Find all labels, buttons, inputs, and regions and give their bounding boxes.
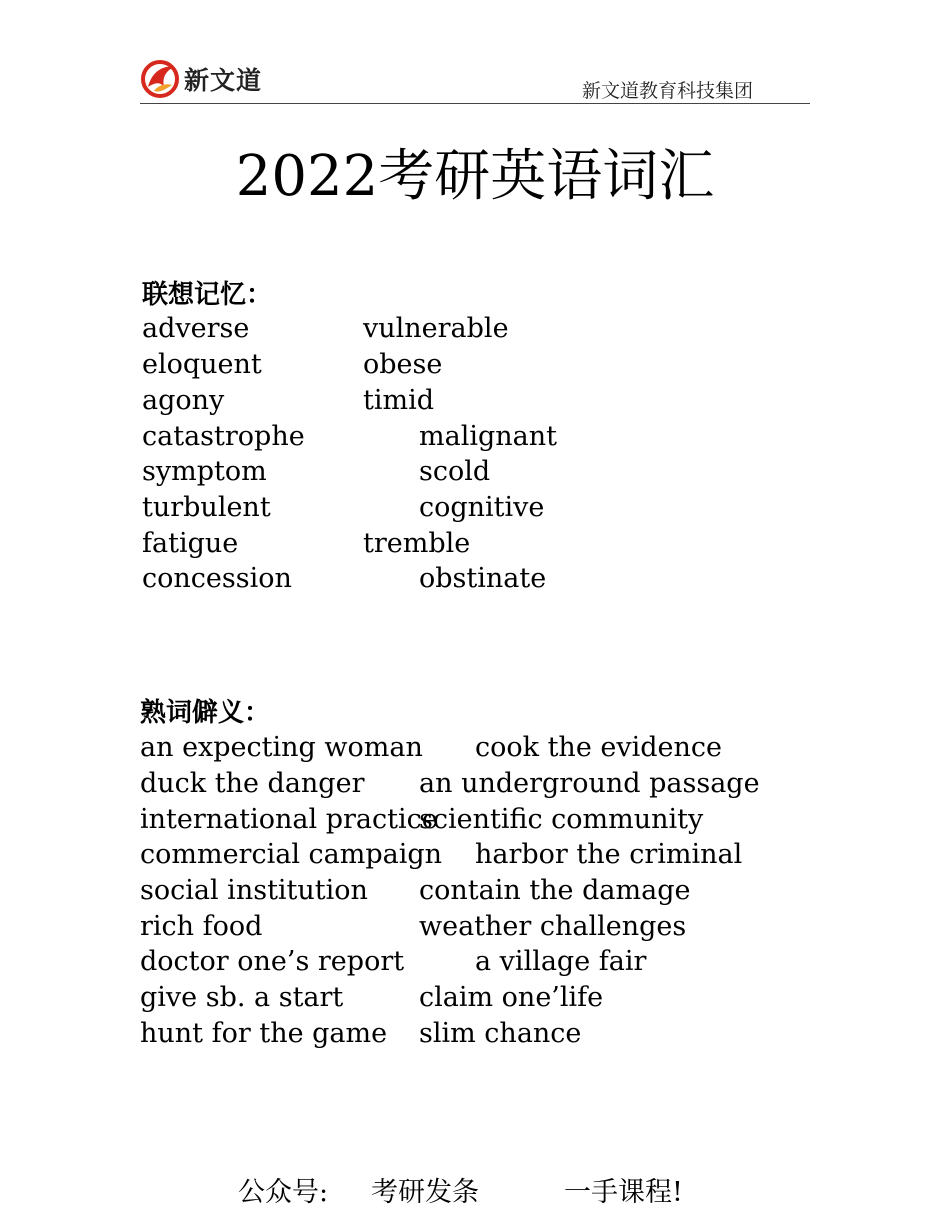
phrase-left: social institution [140,875,368,906]
assoc-word-right: vulnerable [363,313,509,344]
phrase-left: duck the danger [140,768,365,799]
phrase-right: contain the damage [419,875,691,906]
assoc-word-right: timid [363,385,435,416]
phrase-right: weather challenges [419,911,687,942]
phrase-right: scientific community [419,804,704,835]
assoc-word-left: concession [142,563,292,594]
phrase-left: commercial campaign [140,839,443,870]
phrase-right: a village fair [475,946,647,977]
phrase-left: rich food [140,911,263,942]
phrase-left: give sb. a start [140,982,344,1013]
logo-text: 新文道 [184,66,263,95]
assoc-word-left: eloquent [142,349,262,380]
assoc-word-right: malignant [419,421,557,452]
phrase-right: claim one’life [419,982,604,1013]
rare-meaning-heading: 熟词僻义： [140,698,271,728]
assoc-word-left: fatigue [142,528,239,559]
assoc-word-left: symptom [142,456,267,487]
phrase-right: slim chance [419,1018,582,1049]
phrase-right: cook the evidence [475,732,722,763]
assoc-word-left: turbulent [142,492,271,523]
assoc-word-right: tremble [363,528,471,559]
phrase-left: hunt for the game [140,1018,388,1049]
assoc-word-right: scold [419,456,491,487]
assoc-word-right: obese [363,349,443,380]
assoc-word-left: adverse [142,313,250,344]
phrase-left: an expecting woman [140,732,423,763]
phrase-left: international practice [140,804,438,835]
footer-slogan: 一手课程! [564,1177,683,1208]
footer-label: 公众号: [238,1177,329,1208]
phrase-right: an underground passage [419,768,760,799]
assoc-word-right: obstinate [419,563,547,594]
page-title: 2022考研英语词汇 [235,144,715,209]
assoc-word-right: cognitive [419,492,545,523]
phrase-left: doctor one’s report [140,946,405,977]
assoc-word-left: catastrophe [142,421,305,452]
header-divider [140,103,810,104]
assoc-word-left: agony [142,385,225,416]
company-name: 新文道教育科技集团 [582,80,754,102]
phrase-right: harbor the criminal [475,839,743,870]
phoenix-logo-icon [140,57,180,101]
footer-account: 考研发条 [371,1177,479,1208]
brand-logo [140,57,270,101]
association-memory-heading: 联想记忆： [142,280,273,310]
